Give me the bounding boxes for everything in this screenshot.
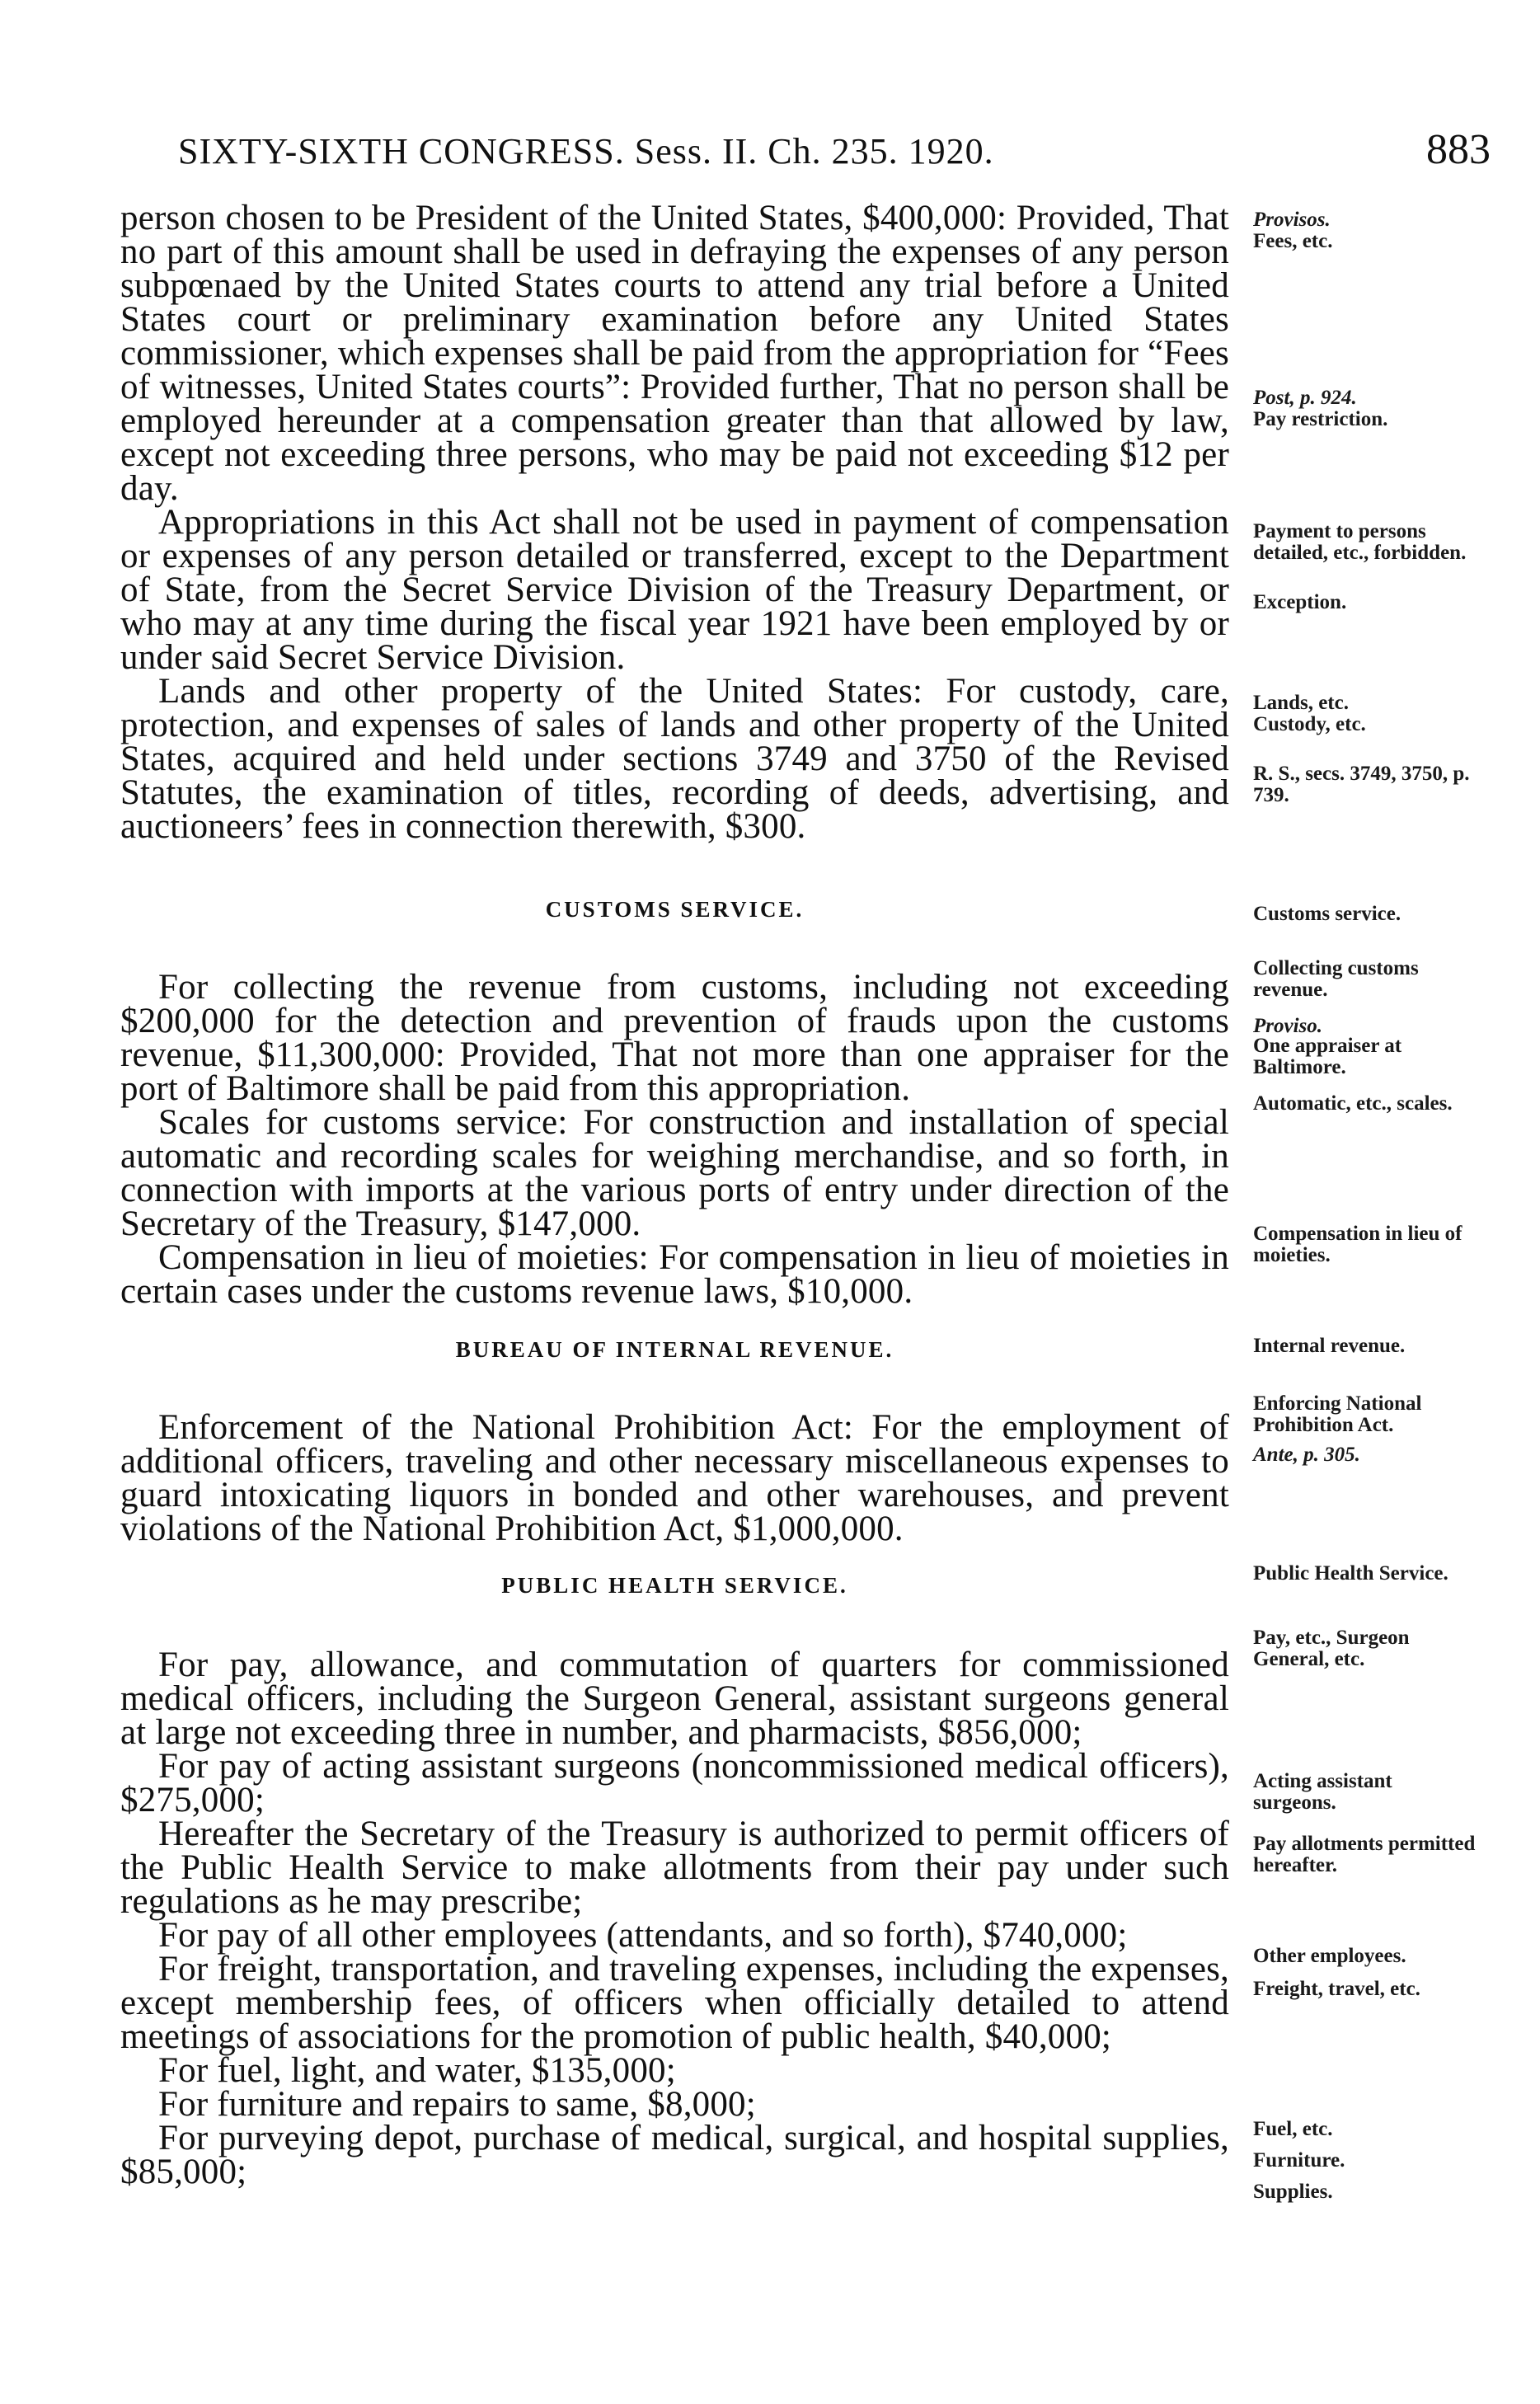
margin-note-post: Post, p. 924.: [1253, 387, 1357, 409]
section-heading-internal-revenue: BUREAU OF INTERNAL REVENUE.: [455, 1337, 894, 1362]
main-text-column-2: [120, 897, 1229, 1311]
main-text-column-1: [120, 199, 1229, 846]
section-heading-customs: CUSTOMS SERVICE.: [545, 897, 805, 922]
margin-note-one-appraiser: One appraiser at Baltimore.: [1253, 1035, 1402, 1078]
main-text-column-3: [120, 1337, 1229, 1546]
paragraph-commissioned-officers: For pay, allowance, and commutation of quarters for commissioned medical officers, including the Surgeon General, assistant surgeons general at large not exceeding three in number, and pharmacists, $856,000;: [120, 1646, 1229, 1752]
margin-note-surgeon-general: Pay, etc., Surgeon General, etc.: [1253, 1627, 1410, 1670]
paragraph-furniture: For furniture and repairs to same, $8,000;: [158, 2085, 756, 2124]
paragraph-other-employees: For pay of all other employees (attendants, and so forth), $740,000;: [158, 1916, 1128, 1955]
margin-note-exception: Exception.: [1253, 591, 1347, 613]
paragraph-fuel: For fuel, light, and water, $135,000;: [158, 2051, 676, 2090]
margin-note-supplies: Supplies.: [1253, 2181, 1333, 2203]
margin-note-custody: Custody, etc.: [1253, 713, 1366, 735]
main-text-column-4: [120, 1573, 1229, 2189]
margin-note-fees: Fees, etc.: [1253, 230, 1333, 252]
margin-note-payment-forbidden: Payment to persons detailed, etc., forbidden.: [1253, 520, 1467, 564]
page-number: 883: [1426, 126, 1491, 173]
margin-note-pay-restriction: Pay restriction.: [1253, 408, 1388, 430]
paragraph-scales: Scales for customs service: For construction and installation of special automatic and recording scales for weighing merchandise, and so forth, in connection with imports at the various ports of entry under direction of the Secretary of the Treasury, $147,000.: [120, 1103, 1229, 1243]
margin-note-ante: Ante, p. 305.: [1253, 1444, 1360, 1466]
margin-note-revised-statutes: R. S., secs. 3749, 3750, p. 739.: [1253, 763, 1470, 806]
paragraph-supplies: For purveying depot, purchase of medical, surgical, and hospital supplies, $85,000;: [120, 2119, 1229, 2191]
margin-note-moieties: Compensation in lieu of moieties.: [1253, 1223, 1463, 1266]
margin-note-freight-travel: Freight, travel, etc.: [1253, 1978, 1420, 2000]
margin-note-lands: Lands, etc.: [1253, 692, 1349, 714]
paragraph-freight-travel: For freight, transportation, and traveling expenses, including the expenses, except membership fees, of officers when officially detailed to attend meetings of associations for the promotion of public health, $40,000;: [120, 1950, 1229, 2056]
margin-note-customs-service: Customs service.: [1253, 903, 1401, 925]
margin-note-public-health: Public Health Service.: [1253, 1562, 1448, 1585]
paragraph-allotments: Hereafter the Secretary of the Treasury is authorized to permit officers of the Public Health Service to make allotments from their pay under such regulations as he may prescribe;: [120, 1815, 1229, 1921]
margin-note-internal-revenue: Internal revenue.: [1253, 1335, 1406, 1357]
margin-note-enforcing-prohibition: Enforcing National Prohibition Act.: [1253, 1392, 1422, 1436]
margin-note-acting-surgeons: Acting assistant surgeons.: [1253, 1770, 1392, 1814]
paragraph-prohibition-enforcement: Enforcement of the National Prohibition Act: For the employment of additional officers, traveling and other necessary miscellaneous expenses to guard intoxicating liquors in bonded and other warehouses, and prevent violations of the National Prohibition Act, $1,000,000.: [120, 1408, 1229, 1548]
margin-note-furniture: Furniture.: [1253, 2149, 1345, 2172]
margin-note-collecting-customs: Collecting customs revenue.: [1253, 957, 1419, 1001]
paragraph-presidential-protection: person chosen to be President of the United States, $400,000: Provided, That no part of this amount shall be used in defraying the expenses of any person subpœnaed by the United States courts to attend any trial before a United States court or preliminary examination before any United States commissioner, which expenses shall be paid from the appropriation for “Fees of witnesses, United States courts”: Provided further, That no person shall be employed hereunder at a compensation greater than that allowed by law, except not exceeding three persons, who may be paid not exceeding $12 per day.: [120, 199, 1229, 508]
paragraph-collecting-revenue: For collecting the revenue from customs, including not exceeding $200,000 for the detection and prevention of frauds upon the customs revenue, $11,300,000: Provided, That not more than one appraiser for the port of Baltimore shall be paid from this appropriation.: [120, 968, 1229, 1108]
margin-note-pay-allotments: Pay allotments permitted hereafter.: [1253, 1833, 1476, 1876]
section-heading-public-health: PUBLIC HEALTH SERVICE.: [501, 1573, 848, 1598]
paragraph-acting-surgeons: For pay of acting assistant surgeons (noncommissioned medical officers), $275,000;: [120, 1747, 1229, 1819]
paragraph-secret-service-restriction: Appropriations in this Act shall not be used in payment of compensation or expenses of any person detailed or transferred, except to the Department of State, from the Secret Service Division of the Treasury Department, or who may at any time during the fiscal year 1921 have been employed by or under said Secret Service Division.: [120, 503, 1229, 677]
margin-note-other-employees: Other employees.: [1253, 1945, 1406, 1967]
margin-note-proviso: Proviso.: [1253, 1015, 1323, 1037]
running-title: SIXTY-SIXTH CONGRESS. Sess. II. Ch. 235. 1920.: [178, 131, 994, 171]
margin-note-automatic-scales: Automatic, etc., scales.: [1253, 1092, 1453, 1115]
paragraph-moieties: Compensation in lieu of moieties: For compensation in lieu of moieties in certain cases under the customs revenue laws, $10,000.: [120, 1238, 1229, 1311]
running-header: [178, 126, 1491, 188]
margin-note-fuel: Fuel, etc.: [1253, 2118, 1333, 2140]
paragraph-lands-property: Lands and other property of the United States: For custody, care, protection, and expenses of sales of lands and other property of the United States, acquired and held under sections 3749 and 3750 of the Revised Statutes, the examination of titles, recording of deeds, advertising, and auctioneers’ fees in connection therewith, $300.: [120, 672, 1229, 846]
margin-note-provisos: Provisos.: [1253, 209, 1331, 231]
